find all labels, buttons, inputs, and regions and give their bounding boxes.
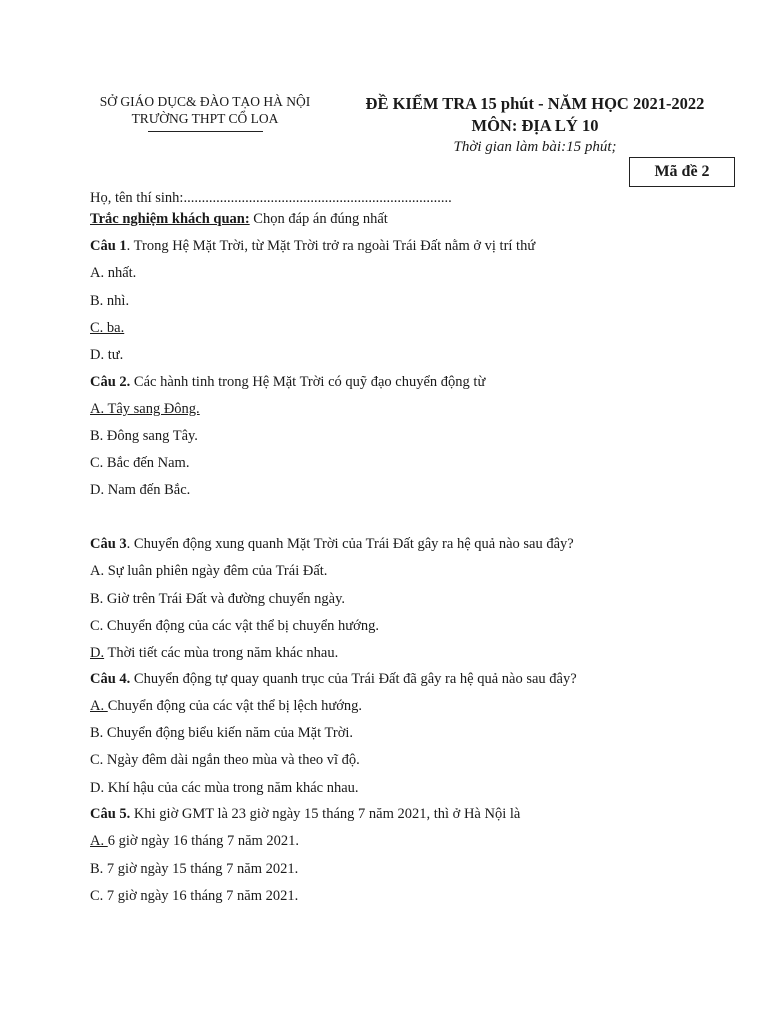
time-limit: Thời gian làm bài:15 phút; (453, 139, 617, 155)
option-text: C. 7 giờ ngày 16 tháng 7 năm 2021. (90, 888, 299, 904)
subject-title: MÔN: ĐỊA LÝ 10 (471, 116, 599, 135)
header-underline (148, 131, 263, 132)
question-text: . Trong Hệ Mặt Trời, từ Mặt Trời trở ra ngoài Trái Đất nằm ở vị trí thứ (126, 238, 536, 254)
option-a (90, 563, 327, 580)
option-c-correct (90, 320, 124, 337)
question-text: Chuyển động tự quay quanh trục của Trái Đất đã gây ra hệ quả nào sau đây? (130, 671, 577, 687)
option-b (90, 293, 129, 310)
option-text: B. nhì. (90, 293, 130, 309)
option-a (90, 265, 136, 282)
question-number: Câu 4. (90, 671, 131, 687)
option-text: C. Ngày đêm dài ngắn theo mùa và theo vĩ độ. (90, 752, 360, 768)
option-text: A. nhất. (90, 265, 137, 281)
question-number: Câu 3 (90, 536, 127, 552)
exam-code-box: Mã đề 2 (629, 157, 735, 187)
question-number: Câu 2. (90, 374, 131, 390)
option-c (90, 888, 298, 905)
option-c (90, 455, 189, 472)
question-text: . Chuyển động xung quanh Mặt Trời của Trái Đất gây ra hệ quả nào sau đây? (126, 536, 574, 552)
option-text: 6 giờ ngày 16 tháng 7 năm 2021. (107, 833, 300, 849)
option-text: D. tư. (90, 347, 124, 363)
correct-answer: A. (90, 698, 108, 714)
option-text: Chuyển động của các vật thể bị lệch hướng. (107, 698, 363, 714)
option-text: B. 7 giờ ngày 15 tháng 7 năm 2021. (90, 861, 299, 877)
department-name: SỞ GIÁO DỤC& ĐÀO TẠO HÀ NỘI (99, 94, 311, 109)
option-d (90, 347, 123, 364)
option-d-correct (90, 645, 338, 662)
school-name: TRƯỜNG THPT CỔ LOA (131, 111, 279, 126)
option-text: C. Bắc đến Nam. (90, 455, 190, 471)
option-c (90, 618, 379, 635)
option-b (90, 725, 353, 742)
option-text: Thời tiết các mùa trong năm khác nhau. (104, 645, 339, 661)
option-d (90, 780, 359, 797)
correct-answer: A. Tây sang Đông. (90, 401, 200, 417)
exam-title: ĐỀ KIỂM TRA 15 phút - NĂM HỌC 2021-2022 (365, 94, 705, 113)
option-text: A. Sự luân phiên ngày đêm của Trái Đất. (90, 563, 328, 579)
question-text: Khi giờ GMT là 23 giờ ngày 15 tháng 7 năm 2021, thì ở Hà Nội là (130, 806, 521, 822)
option-text: B. Giờ trên Trái Đất và đường chuyển ngày. (90, 591, 346, 607)
question-text: Các hành tinh trong Hệ Mặt Trời có quỹ đạo chuyển động từ (130, 374, 486, 390)
question-5 (90, 806, 520, 823)
option-a-correct (90, 833, 299, 850)
option-b (90, 861, 298, 878)
option-text: D. Khí hậu của các mùa trong năm khác nhau. (90, 780, 359, 796)
option-d (90, 482, 190, 499)
option-b (90, 591, 345, 608)
option-text: C. Chuyển động của các vật thể bị chuyển hướng. (90, 618, 379, 634)
student-name-line: Họ, tên thí sinh:.......................................................................... (90, 190, 452, 206)
section-label: Trắc nghiệm khách quan: (90, 211, 250, 227)
question-2 (90, 374, 485, 391)
option-a-correct (90, 401, 200, 418)
option-c (90, 752, 360, 769)
question-number: Câu 1 (90, 238, 127, 254)
option-text: B. Chuyển động biểu kiến năm của Mặt Trời. (90, 725, 354, 741)
question-4 (90, 671, 577, 688)
question-number: Câu 5. (90, 806, 131, 822)
question-3 (90, 536, 574, 553)
exam-header (335, 93, 735, 157)
correct-answer: D. (90, 645, 105, 661)
option-text: D. Nam đến Bắc. (90, 482, 191, 498)
option-a-correct (90, 698, 362, 715)
section-instruction: Chọn đáp án đúng nhất (249, 211, 388, 227)
correct-answer: A. (90, 833, 108, 849)
school-header (80, 93, 330, 132)
option-b (90, 428, 198, 445)
section-heading (90, 211, 388, 228)
question-1 (90, 238, 535, 255)
option-text: B. Đông sang Tây. (90, 428, 198, 444)
correct-answer: C. ba. (90, 320, 125, 336)
